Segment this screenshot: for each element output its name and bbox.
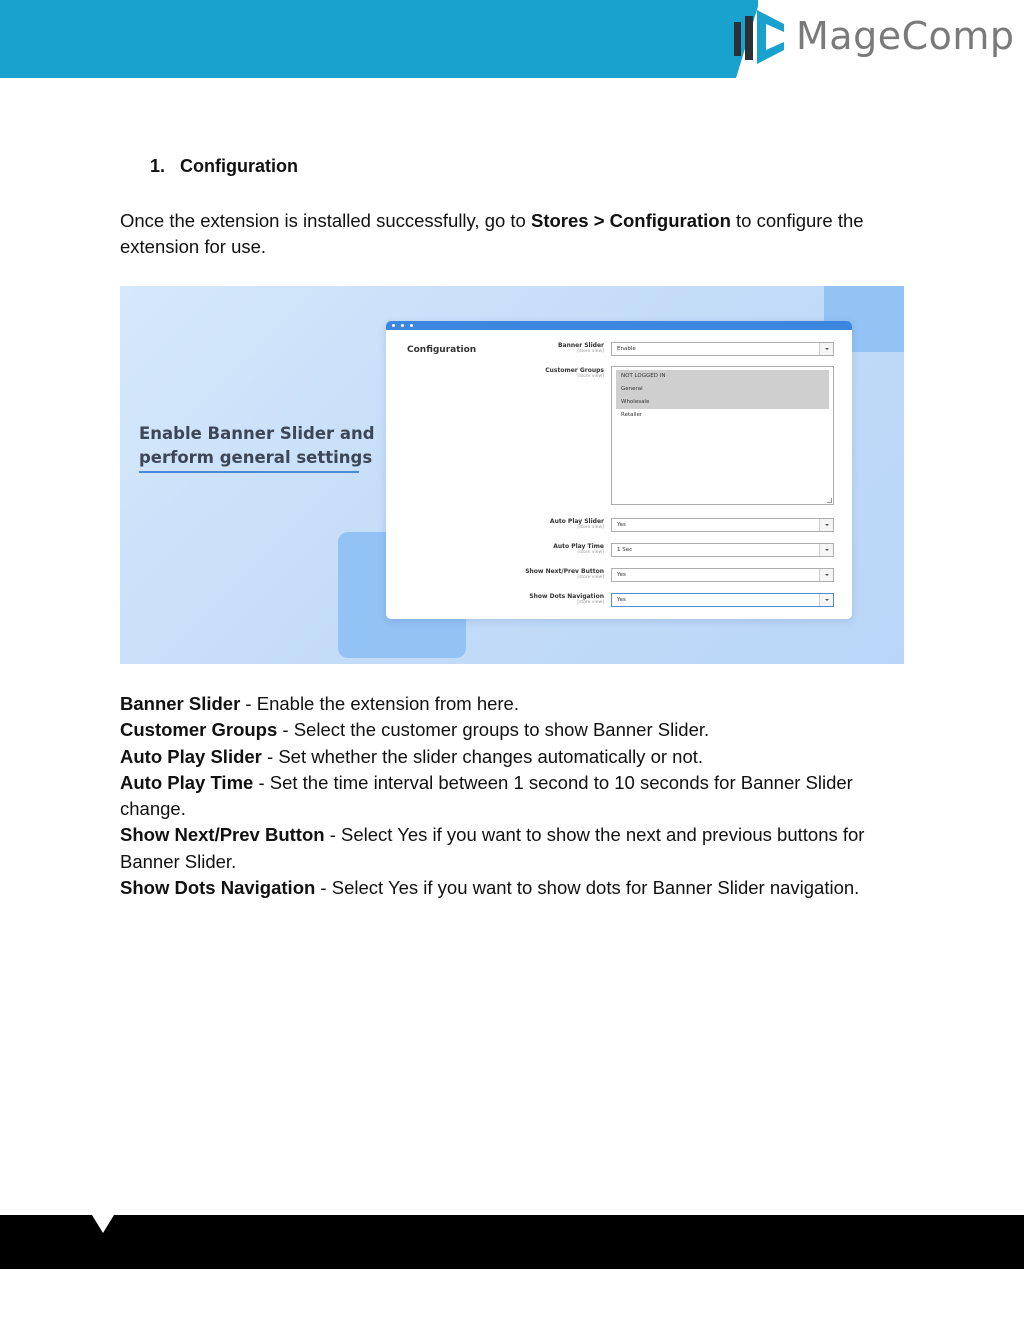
window-dot-icon [410,324,413,327]
description-item: Auto Play Time - Set the time interval between 1 second to 10 seconds for Banner Slider change. [120,771,853,820]
auto-play-time-label: Auto Play Time [store view] [553,543,604,555]
description-item: Show Dots Navigation - Select Yes if you want to show dots for Banner Slider navigation. [120,877,860,899]
auto-play-slider-select[interactable]: Yes [611,518,834,532]
customer-group-option[interactable]: Wholesale [616,396,829,409]
show-next-prev-label: Show Next/Prev Button [store view] [525,568,604,580]
banner-slider-label: Banner Slider [store view] [557,342,604,354]
chevron-down-icon [819,569,833,581]
intro-path: Stores > Configuration [530,210,731,231]
section-title: Configuration [180,156,298,176]
description-item: Customer Groups - Select the customer groups to show Banner Slider. [120,719,710,741]
banner-slider-select[interactable]: Enable [611,342,834,356]
hero-caption [139,422,375,470]
intro-before: Once the extension is installed successfully, go to [120,210,531,231]
description-item: Auto Play Slider - Set whether the slider changes automatically or not. [120,745,704,767]
window-titlebar [386,321,852,330]
hero-caption-line2: perform general settings [139,448,373,467]
field-descriptions [120,691,890,901]
show-dots-label: Show Dots Navigation [store view] [529,593,604,605]
resize-handle-icon[interactable] [827,498,832,503]
chevron-down-icon [819,343,833,355]
section-heading [150,156,298,177]
window-dot-icon [392,324,395,327]
magecomp-logo-icon [728,6,790,68]
description-item: Show Next/Prev Button - Select Yes if you want to show the next and previous buttons for Banner Slider. [120,824,865,872]
hero-caption-line1: Enable Banner Slider and [139,424,375,443]
brand-name: MageComp [796,14,1015,58]
window-dot-icon [401,324,404,327]
customer-group-option[interactable]: Retailer [621,412,643,418]
chevron-down-icon [819,594,833,606]
config-window [386,321,852,619]
customer-groups-multiselect[interactable] [611,366,834,505]
intro-paragraph [120,208,880,260]
chevron-down-icon [819,519,833,531]
customer-group-option[interactable]: General [616,383,829,396]
footer-triangle-icon [92,1215,114,1233]
show-next-prev-select[interactable]: Yes [611,568,834,582]
page-footer [0,1215,1024,1269]
show-dots-select[interactable]: Yes [611,593,834,607]
configuration-screenshot [120,286,904,664]
chevron-down-icon [819,544,833,556]
auto-play-slider-label: Auto Play Slider [store view] [549,518,604,530]
section-number: 1. [150,156,166,176]
hero-caption-underline [139,471,359,473]
description-item: Banner Slider - Enable the extension from here. [120,693,519,714]
customer-groups-label: Customer Groups [store view] [545,367,604,379]
intro-after: to configure the extension for use. [120,210,864,257]
customer-group-option[interactable]: NOT LOGGED IN [616,370,829,383]
window-title: Configuration [407,345,477,355]
auto-play-time-select[interactable]: 1 Sec [611,543,834,557]
